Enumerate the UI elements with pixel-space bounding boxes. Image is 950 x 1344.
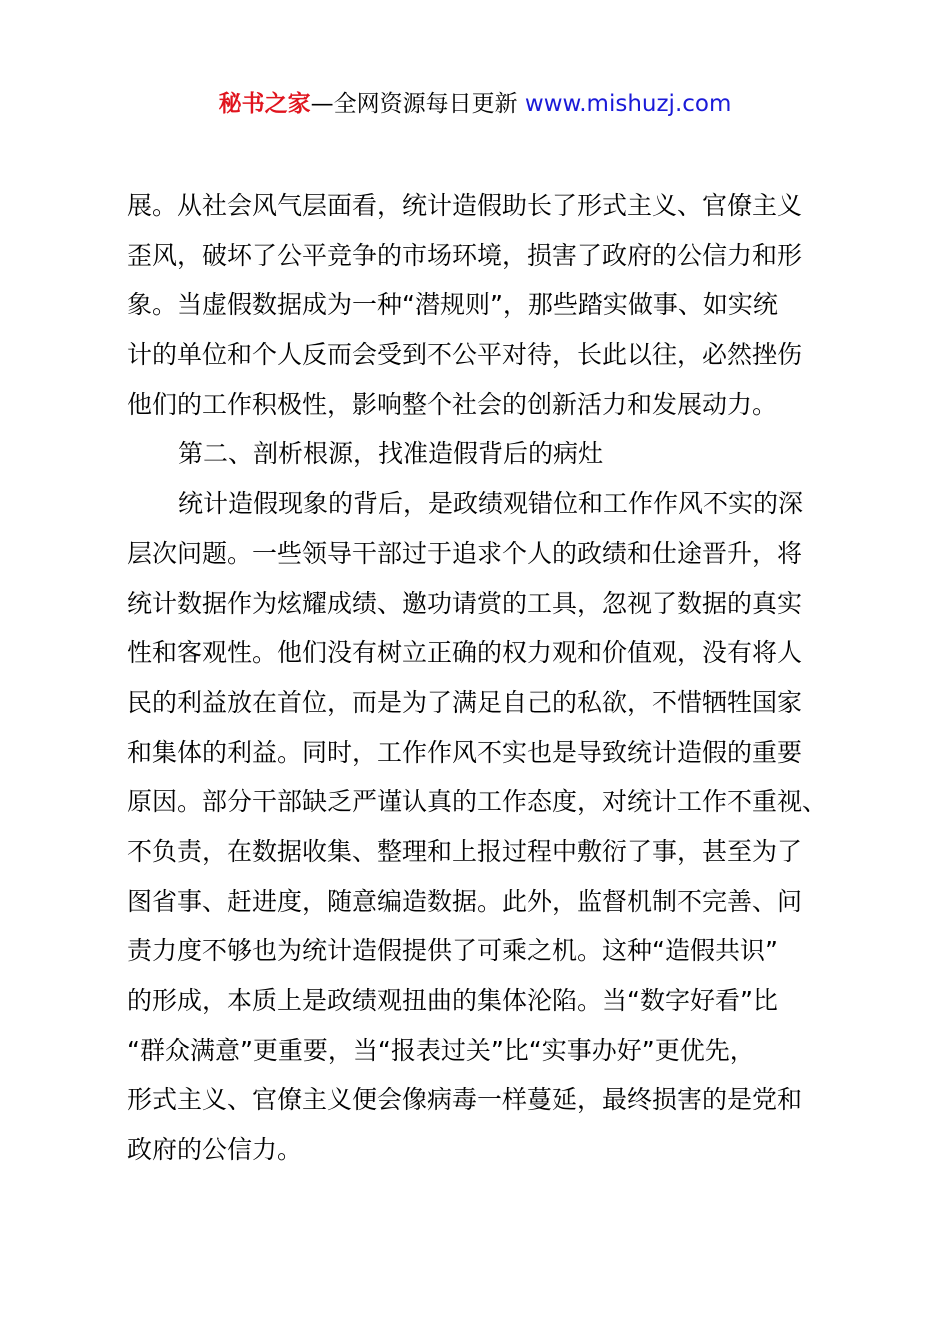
text-line: 原因。部分干部缺乏严谨认真的工作态度，对统计工作不重视、: [127, 787, 828, 817]
document-body: [127, 181, 867, 1175]
brand-name: 秘书之家: [218, 91, 311, 117]
page-header: [0, 86, 950, 122]
text-line: 性和客观性。他们没有树立正确的权力观和价值观，没有将人: [127, 638, 803, 668]
header-tagline: —全网资源每日更新: [310, 91, 518, 117]
text-line: 层次问题。一些领导干部过于追求个人的政绩和仕途晋升，将: [127, 538, 803, 568]
text-line: 他们的工作积极性，影响整个社会的创新活力和发展动力。: [127, 389, 778, 419]
text-line: 形式主义、官僚主义便会像病毒一样蔓延，最终损害的是党和: [127, 1085, 803, 1115]
text-line: 和集体的利益。同时，工作作风不实也是导致统计造假的重要: [127, 737, 803, 767]
site-url-link[interactable]: www.mishuzj.com: [517, 91, 732, 117]
text-line: 政府的公信力。: [127, 1135, 303, 1165]
text-line: 象。当虚假数据成为一种“潜规则”，那些踏实做事、如实统: [127, 290, 778, 320]
text-line: 计的单位和个人反而会受到不公平对待，长此以往，必然挫伤: [127, 340, 803, 370]
text-line: 责力度不够也为统计造假提供了可乘之机。这种“造假共识”: [127, 936, 778, 966]
text-line: 展。从社会风气层面看，统计造假助长了形式主义、官僚主义: [127, 191, 803, 220]
section-heading: 第二、剖析根源，找准造假背后的病灶: [178, 439, 604, 469]
text-line: 的形成，本质上是政绩观扭曲的集体沦陷。当“数字好看”比: [127, 986, 778, 1015]
text-line: 统计数据作为炫耀成绩、邀功请赏的工具，忽视了数据的真实: [127, 588, 803, 618]
text-line: 民的利益放在首位，而是为了满足自己的私欲，不惜牺牲国家: [127, 687, 803, 717]
text-line: “群众满意”更重要，当“报表过关”比“实事办好”更优先，: [127, 1035, 755, 1065]
text-line: 歪风，破坏了公平竞争的市场环境，损害了政府的公信力和形: [127, 240, 803, 270]
text-line: 不负责，在数据收集、整理和上报过程中敷衍了事，甚至为了: [127, 836, 803, 866]
paragraph-first-line: 统计造假现象的背后，是政绩观错位和工作作风不实的深: [178, 489, 804, 519]
text-line: 图省事、赶进度，随意编造数据。此外，监督机制不完善、问: [127, 886, 803, 916]
